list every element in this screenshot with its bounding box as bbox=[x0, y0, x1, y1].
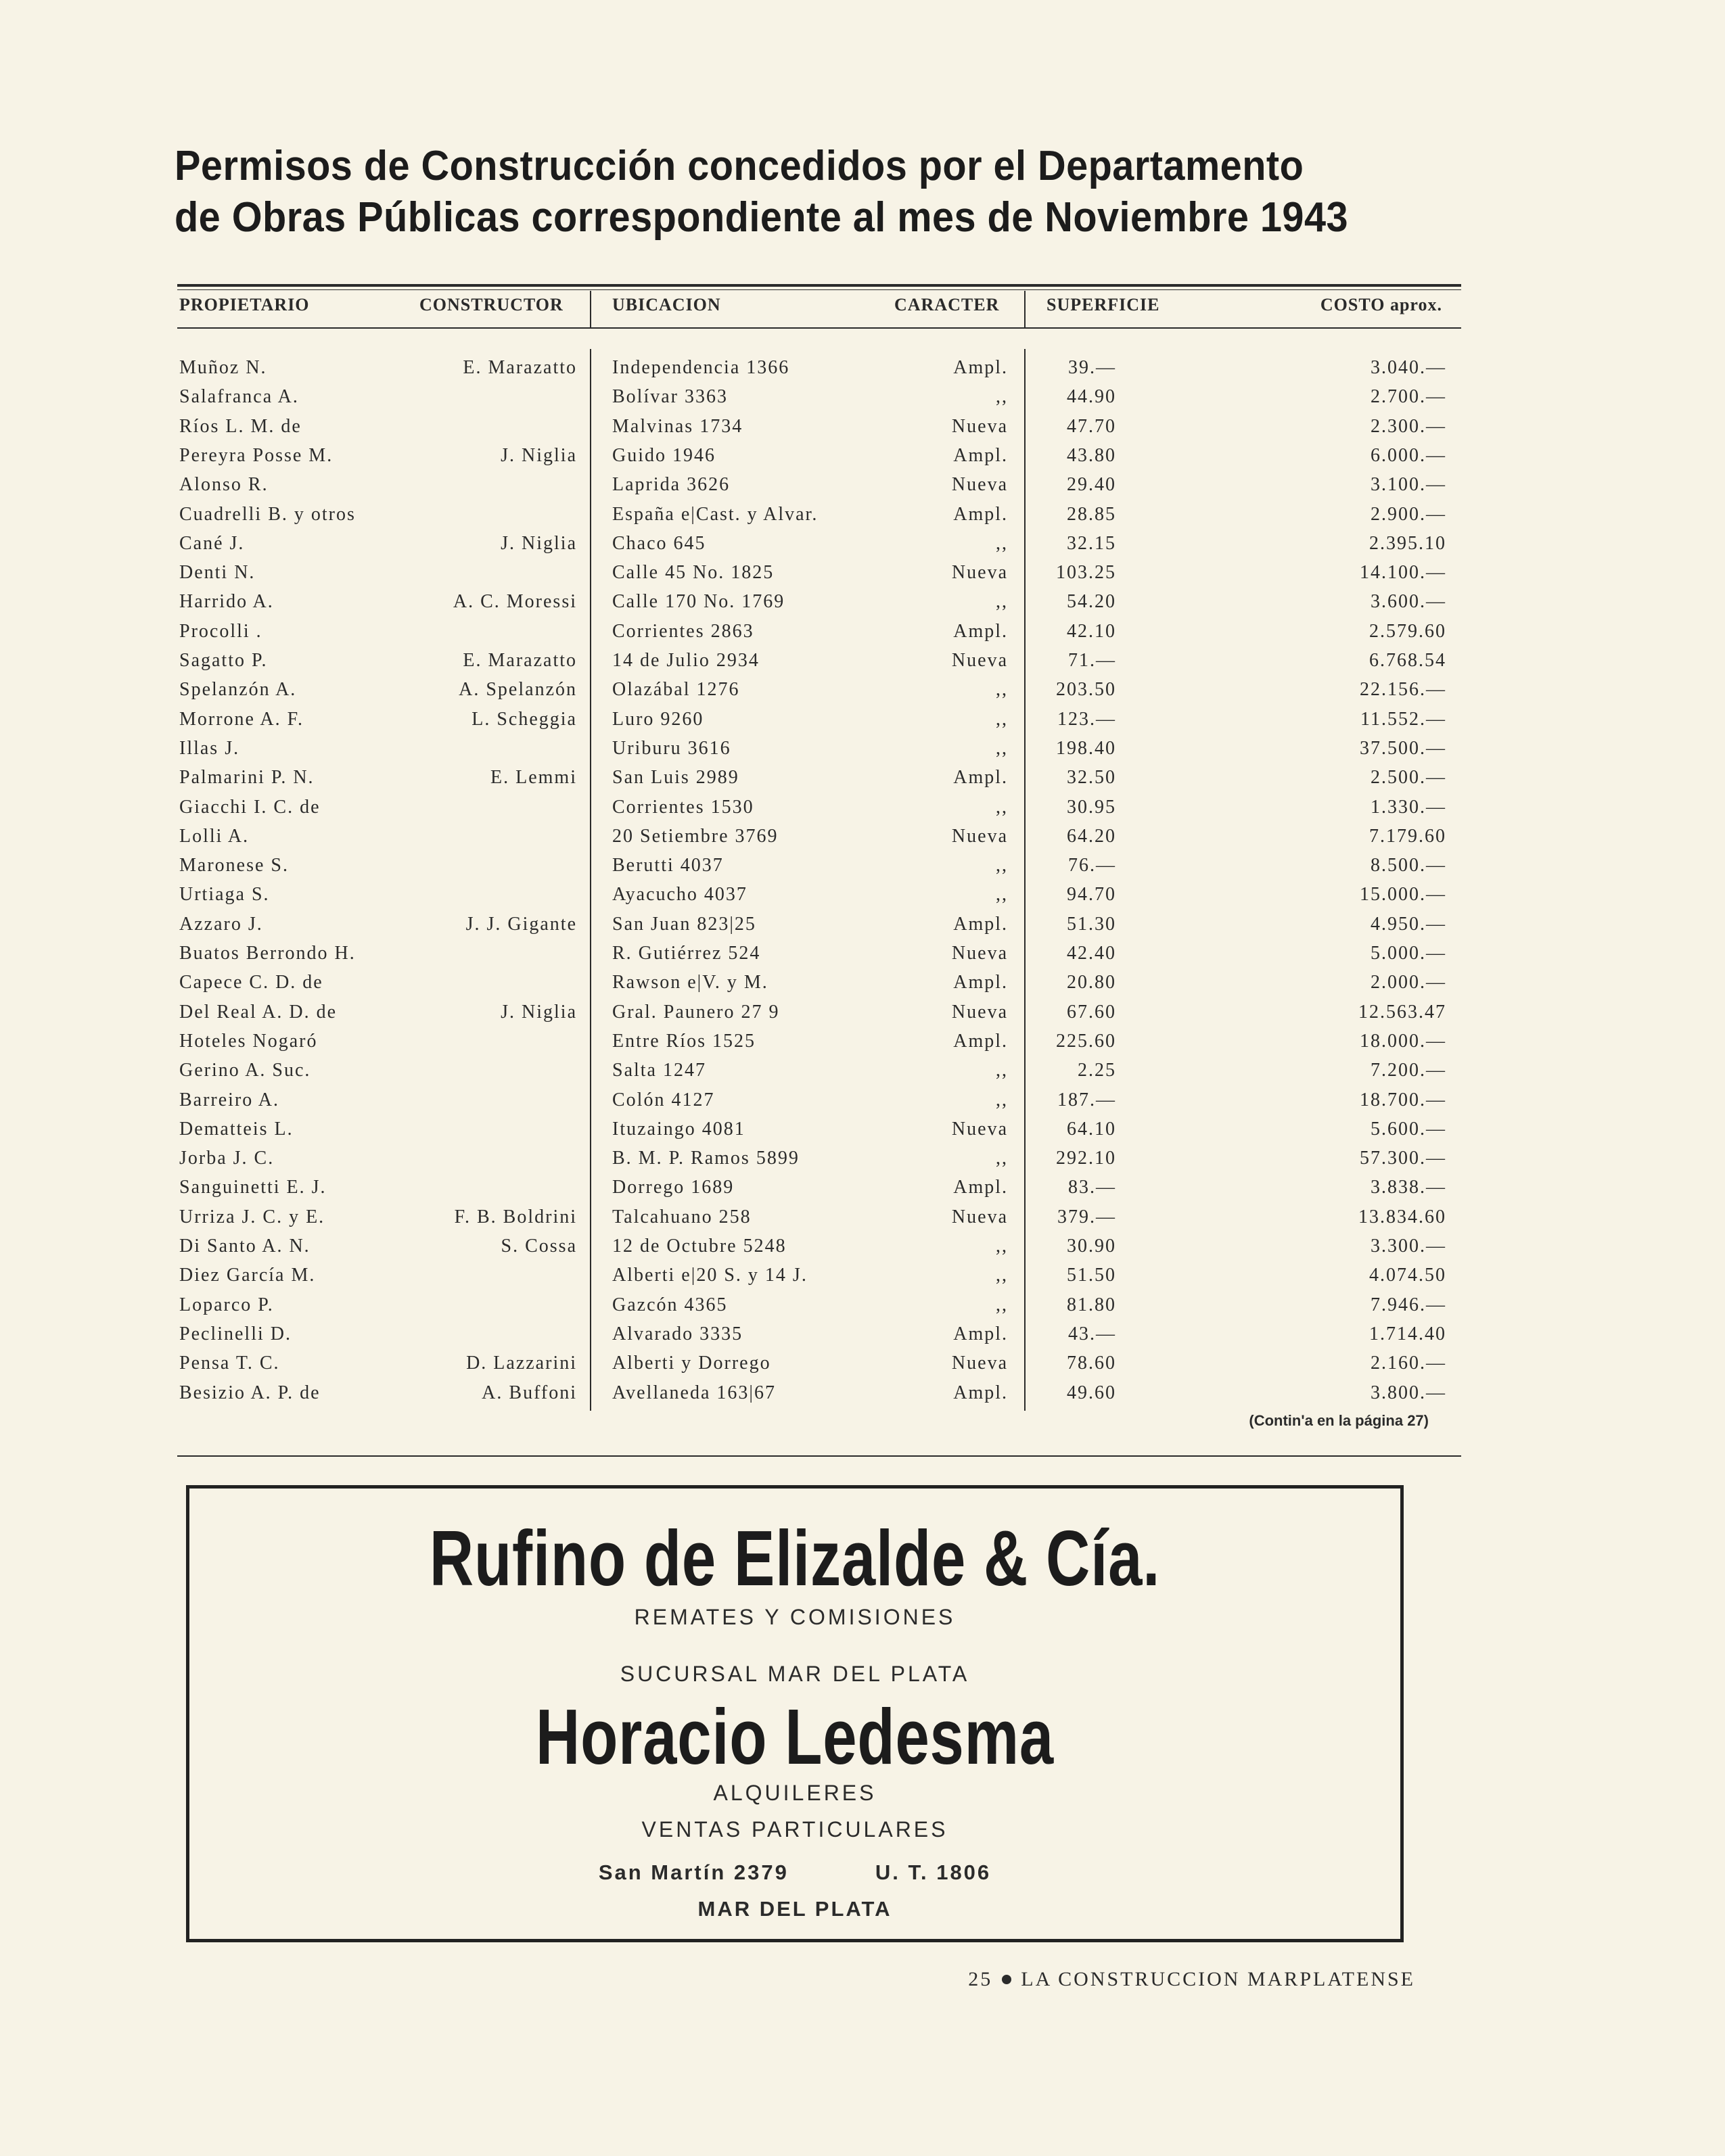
cell-cost: 2.000.— bbox=[1371, 972, 1446, 993]
cell-cost: 2.900.— bbox=[1371, 503, 1446, 525]
cell-area: 20.80 bbox=[1067, 972, 1116, 993]
cell-type: ,, bbox=[996, 855, 1008, 876]
cell-type: Nueva bbox=[951, 825, 1008, 847]
cell-constructor: E. Marazatto bbox=[463, 650, 577, 671]
cell-location: Guido 1946 bbox=[612, 444, 716, 466]
cell-type: Ampl. bbox=[953, 913, 1008, 935]
table-row bbox=[0, 1089, 1725, 1119]
cell-type: Ampl. bbox=[953, 620, 1008, 642]
cell-area: 54.20 bbox=[1067, 591, 1116, 613]
cell-owner: Palmarini P. N. bbox=[179, 767, 315, 789]
cell-location: 12 de Octubre 5248 bbox=[612, 1236, 787, 1257]
cell-area: 379.— bbox=[1057, 1206, 1116, 1227]
cell-location: Berutti 4037 bbox=[612, 855, 724, 876]
cell-location: 20 Setiembre 3769 bbox=[612, 825, 779, 847]
table-row bbox=[0, 1031, 1725, 1060]
cell-type: ,, bbox=[996, 737, 1008, 759]
ad-service-rentals: ALQUILERES bbox=[713, 1781, 877, 1805]
table-row bbox=[0, 1060, 1725, 1089]
table-row bbox=[0, 562, 1725, 591]
cell-type: Nueva bbox=[951, 1118, 1008, 1140]
cell-area: 39.— bbox=[1068, 357, 1116, 378]
cell-owner: Salafranca A. bbox=[179, 386, 299, 408]
cell-area: 187.— bbox=[1057, 1089, 1116, 1110]
table-row bbox=[0, 884, 1725, 913]
cell-location: Gazcón 4365 bbox=[612, 1294, 728, 1315]
header-divider-1 bbox=[590, 291, 591, 329]
cell-owner: Denti N. bbox=[179, 562, 256, 584]
table-row bbox=[0, 767, 1725, 796]
cell-constructor: S. Cossa bbox=[501, 1236, 577, 1257]
cell-type: ,, bbox=[996, 1294, 1008, 1315]
cell-owner: Loparco P. bbox=[179, 1294, 274, 1315]
cell-cost: 14.100.— bbox=[1360, 562, 1446, 584]
table-row bbox=[0, 826, 1725, 855]
cell-owner: Procolli . bbox=[179, 620, 262, 642]
table-row bbox=[0, 1206, 1725, 1236]
ad-service-sales: VENTAS PARTICULARES bbox=[641, 1817, 948, 1842]
cell-type: Nueva bbox=[951, 474, 1008, 496]
table-row bbox=[0, 1177, 1725, 1206]
ad-phone: U. T. 1806 bbox=[875, 1860, 992, 1884]
cell-owner: Sanguinetti E. J. bbox=[179, 1177, 327, 1198]
table-row bbox=[0, 914, 1725, 943]
cell-area: 64.20 bbox=[1067, 825, 1116, 847]
cell-type: Nueva bbox=[951, 650, 1008, 671]
cell-location: Avellaneda 163|67 bbox=[612, 1382, 777, 1403]
cell-area: 76.— bbox=[1068, 855, 1116, 876]
ad-branch: SUCURSAL MAR DEL PLATA bbox=[620, 1662, 970, 1686]
cell-location: Alberti y Dorrego bbox=[612, 1353, 771, 1374]
cell-owner: Azzaro J. bbox=[179, 913, 263, 935]
table-row bbox=[0, 709, 1725, 738]
cell-location: Talcahuano 258 bbox=[612, 1206, 752, 1227]
cell-location: Alberti e|20 S. y 14 J. bbox=[612, 1265, 808, 1286]
page-number: 25 bbox=[968, 1968, 993, 1990]
cell-area: 30.90 bbox=[1067, 1236, 1116, 1257]
table-header-bottom-rule bbox=[177, 327, 1461, 329]
cell-type: ,, bbox=[996, 1148, 1008, 1169]
table-row bbox=[0, 504, 1725, 533]
cell-area: 198.40 bbox=[1056, 737, 1116, 759]
cell-type: ,, bbox=[996, 591, 1008, 613]
cell-cost: 11.552.— bbox=[1360, 708, 1446, 730]
header-propietario: PROPIETARIO bbox=[179, 295, 310, 314]
cell-location: Corrientes 2863 bbox=[612, 620, 754, 642]
cell-area: 51.50 bbox=[1067, 1265, 1116, 1286]
cell-type: Nueva bbox=[951, 1206, 1008, 1227]
cell-type: Nueva bbox=[951, 943, 1008, 964]
table-row bbox=[0, 1323, 1725, 1353]
cell-cost: 13.834.60 bbox=[1358, 1206, 1446, 1227]
cell-constructor: E. Lemmi bbox=[490, 767, 577, 789]
cell-type: Ampl. bbox=[953, 1177, 1008, 1198]
cell-area: 49.60 bbox=[1067, 1382, 1116, 1403]
cell-cost: 18.000.— bbox=[1360, 1030, 1446, 1052]
ad-city: MAR DEL PLATA bbox=[697, 1897, 892, 1921]
cell-area: 28.85 bbox=[1067, 503, 1116, 525]
cell-type: Nueva bbox=[951, 562, 1008, 584]
table-row bbox=[0, 679, 1725, 708]
cell-owner: Sagatto P. bbox=[179, 650, 268, 671]
table-row bbox=[0, 474, 1725, 503]
cell-location: Ayacucho 4037 bbox=[612, 884, 748, 906]
cell-cost: 3.838.— bbox=[1371, 1177, 1446, 1198]
cell-owner: Morrone A. F. bbox=[179, 708, 304, 730]
cell-owner: Giacchi I. C. de bbox=[179, 796, 321, 818]
ad-contact-line bbox=[189, 1860, 1400, 1885]
table-row bbox=[0, 1148, 1725, 1177]
cell-owner: Cuadrelli B. y otros bbox=[179, 503, 356, 525]
cell-area: 43.— bbox=[1068, 1323, 1116, 1344]
header-ubicacion: UBICACION bbox=[612, 295, 721, 314]
cell-area: 47.70 bbox=[1067, 415, 1116, 437]
table-row bbox=[0, 943, 1725, 972]
table-row bbox=[0, 1119, 1725, 1148]
cell-type: Ampl. bbox=[953, 357, 1008, 378]
cell-location: Olazábal 1276 bbox=[612, 679, 740, 701]
cell-owner: Buatos Berrondo H. bbox=[179, 943, 356, 964]
page-footer bbox=[968, 1968, 1415, 1991]
cell-constructor: J. Niglia bbox=[501, 532, 577, 554]
cell-type: ,, bbox=[996, 884, 1008, 906]
cell-constructor: J. Niglia bbox=[501, 1001, 577, 1023]
cell-owner: Illas J. bbox=[179, 737, 240, 759]
cell-owner: Gerino A. Suc. bbox=[179, 1060, 311, 1081]
cell-constructor: A. Spelanzón bbox=[459, 679, 577, 701]
table-row bbox=[0, 357, 1725, 386]
cell-cost: 6.000.— bbox=[1371, 444, 1446, 466]
cell-location: Ituzaingo 4081 bbox=[612, 1118, 745, 1140]
cell-location: Chaco 645 bbox=[612, 532, 706, 554]
ad-company-name: Rufino de Elizalde & Cía. bbox=[429, 1514, 1161, 1602]
cell-owner: Maronese S. bbox=[179, 855, 289, 876]
cell-cost: 22.156.— bbox=[1360, 679, 1446, 701]
publication-name: LA CONSTRUCCION MARPLATENSE bbox=[1021, 1968, 1415, 1990]
cell-area: 203.50 bbox=[1056, 679, 1116, 701]
cell-area: 32.15 bbox=[1067, 532, 1116, 554]
cell-type: Ampl. bbox=[953, 972, 1008, 993]
cell-cost: 2.160.— bbox=[1371, 1353, 1446, 1374]
cell-area: 78.60 bbox=[1067, 1353, 1116, 1374]
table-top-rule-thin bbox=[177, 289, 1461, 290]
cell-area: 81.80 bbox=[1067, 1294, 1116, 1315]
cell-location: Alvarado 3335 bbox=[612, 1323, 743, 1344]
table-row bbox=[0, 1353, 1725, 1382]
cell-area: 123.— bbox=[1057, 708, 1116, 730]
table-row bbox=[0, 416, 1725, 445]
table-row bbox=[0, 621, 1725, 650]
cell-area: 225.60 bbox=[1056, 1030, 1116, 1052]
cell-owner: Cané J. bbox=[179, 532, 245, 554]
ad-address: San Martín 2379 bbox=[598, 1860, 789, 1884]
cell-cost: 2.395.10 bbox=[1369, 532, 1446, 554]
cell-location: Gral. Paunero 27 9 bbox=[612, 1001, 780, 1023]
cell-owner: Alonso R. bbox=[179, 474, 269, 496]
cell-location: San Juan 823|25 bbox=[612, 913, 756, 935]
cell-constructor: J. J. Gigante bbox=[465, 913, 577, 935]
header-divider-2 bbox=[1024, 291, 1026, 329]
cell-type: Ampl. bbox=[953, 444, 1008, 466]
table-row bbox=[0, 1294, 1725, 1323]
cell-cost: 1.714.40 bbox=[1369, 1323, 1446, 1344]
page-title bbox=[175, 141, 1357, 243]
table-row bbox=[0, 1382, 1725, 1411]
cell-owner: Del Real A. D. de bbox=[179, 1001, 338, 1023]
cell-area: 51.30 bbox=[1067, 913, 1116, 935]
cell-owner: Besizio A. P. de bbox=[179, 1382, 321, 1403]
cell-type: Nueva bbox=[951, 1353, 1008, 1374]
cell-cost: 5.000.— bbox=[1371, 943, 1446, 964]
cell-location: España e|Cast. y Alvar. bbox=[612, 503, 819, 525]
cell-cost: 3.800.— bbox=[1371, 1382, 1446, 1403]
cell-location: R. Gutiérrez 524 bbox=[612, 943, 761, 964]
cell-location: Colón 4127 bbox=[612, 1089, 715, 1110]
cell-constructor: L. Scheggia bbox=[472, 708, 577, 730]
cell-owner: Lolli A. bbox=[179, 825, 250, 847]
cell-cost: 1.330.— bbox=[1371, 796, 1446, 818]
cell-cost: 57.300.— bbox=[1360, 1148, 1446, 1169]
cell-location: Calle 170 No. 1769 bbox=[612, 591, 785, 613]
cell-cost: 4.074.50 bbox=[1369, 1265, 1446, 1286]
cell-cost: 3.040.— bbox=[1371, 357, 1446, 378]
cell-area: 2.25 bbox=[1078, 1060, 1116, 1081]
cell-area: 43.80 bbox=[1067, 444, 1116, 466]
cell-area: 64.10 bbox=[1067, 1118, 1116, 1140]
cell-type: ,, bbox=[996, 532, 1008, 554]
cell-location: Laprida 3626 bbox=[612, 474, 731, 496]
cell-cost: 7.200.— bbox=[1371, 1060, 1446, 1081]
cell-location: Dorrego 1689 bbox=[612, 1177, 735, 1198]
advertisement-box bbox=[186, 1485, 1404, 1942]
table-row bbox=[0, 650, 1725, 679]
cell-type: ,, bbox=[996, 679, 1008, 701]
table-row bbox=[0, 386, 1725, 415]
cell-cost: 3.300.— bbox=[1371, 1236, 1446, 1257]
cell-cost: 37.500.— bbox=[1360, 737, 1446, 759]
table-top-rule bbox=[177, 284, 1461, 287]
cell-area: 71.— bbox=[1068, 650, 1116, 671]
header-caracter: CARACTER bbox=[894, 295, 1000, 314]
cell-owner: Barreiro A. bbox=[179, 1089, 279, 1110]
cell-owner: Pensa T. C. bbox=[179, 1353, 280, 1374]
cell-cost: 3.600.— bbox=[1371, 591, 1446, 613]
cell-location: Rawson e|V. y M. bbox=[612, 972, 768, 993]
cell-owner: Muñoz N. bbox=[179, 357, 267, 378]
cell-owner: Diez García M. bbox=[179, 1265, 316, 1286]
title-line-2: de Obras Públicas correspondiente al mes de Noviembre 1943 bbox=[175, 194, 1349, 241]
cell-constructor: D. Lazzarini bbox=[466, 1353, 577, 1374]
table-row bbox=[0, 533, 1725, 562]
cell-owner: Di Santo A. N. bbox=[179, 1236, 310, 1257]
ad-agent-name: Horacio Ledesma bbox=[536, 1693, 1054, 1781]
table-row bbox=[0, 1236, 1725, 1265]
table-row bbox=[0, 738, 1725, 767]
cell-location: Bolívar 3363 bbox=[612, 386, 728, 408]
cell-area: 44.90 bbox=[1067, 386, 1116, 408]
cell-type: Ampl. bbox=[953, 1323, 1008, 1344]
cell-type: Ampl. bbox=[953, 503, 1008, 525]
title-line-1: Permisos de Construcción concedidos por el Departamento bbox=[175, 143, 1304, 189]
cell-area: 94.70 bbox=[1067, 884, 1116, 906]
cell-type: Ampl. bbox=[953, 1382, 1008, 1403]
cell-owner: Harrido A. bbox=[179, 591, 274, 613]
cell-location: Entre Ríos 1525 bbox=[612, 1030, 756, 1052]
cell-owner: Jorba J. C. bbox=[179, 1148, 275, 1169]
cell-cost: 7.946.— bbox=[1371, 1294, 1446, 1315]
continuation-note: (Contin'a en la página 27) bbox=[1249, 1412, 1429, 1429]
table-row bbox=[0, 972, 1725, 1001]
cell-cost: 15.000.— bbox=[1360, 884, 1446, 906]
cell-cost: 6.768.54 bbox=[1369, 650, 1446, 671]
cell-location: B. M. P. Ramos 5899 bbox=[612, 1148, 800, 1169]
cell-location: Malvinas 1734 bbox=[612, 415, 743, 437]
cell-type: Ampl. bbox=[953, 1030, 1008, 1052]
cell-area: 83.— bbox=[1068, 1177, 1116, 1198]
cell-constructor: A. Buffoni bbox=[482, 1382, 577, 1403]
header-constructor: CONSTRUCTOR bbox=[419, 295, 564, 314]
cell-area: 42.10 bbox=[1067, 620, 1116, 642]
cell-cost: 5.600.— bbox=[1371, 1118, 1446, 1140]
cell-cost: 4.950.— bbox=[1371, 913, 1446, 935]
cell-owner: Peclinelli D. bbox=[179, 1323, 292, 1344]
cell-cost: 7.179.60 bbox=[1369, 825, 1446, 847]
cell-owner: Urriza J. C. y E. bbox=[179, 1206, 325, 1227]
cell-area: 42.40 bbox=[1067, 943, 1116, 964]
cell-type: Nueva bbox=[951, 1001, 1008, 1023]
cell-type: ,, bbox=[996, 1236, 1008, 1257]
cell-owner: Dematteis L. bbox=[179, 1118, 294, 1140]
cell-constructor: J. Niglia bbox=[501, 444, 577, 466]
ad-company-subtitle: REMATES Y COMISIONES bbox=[634, 1605, 956, 1629]
cell-constructor: E. Marazatto bbox=[463, 357, 577, 378]
cell-type: ,, bbox=[996, 1060, 1008, 1081]
cell-constructor: F. B. Boldrini bbox=[454, 1206, 577, 1227]
cell-location: Calle 45 No. 1825 bbox=[612, 562, 775, 584]
header-superficie: SUPERFICIE bbox=[1046, 295, 1160, 314]
cell-area: 103.25 bbox=[1056, 562, 1116, 584]
cell-type: ,, bbox=[996, 386, 1008, 408]
cell-cost: 12.563.47 bbox=[1358, 1001, 1446, 1023]
cell-type: ,, bbox=[996, 1265, 1008, 1286]
cell-type: Nueva bbox=[951, 415, 1008, 437]
table-row bbox=[0, 1002, 1725, 1031]
header-costo: COSTO aprox. bbox=[1320, 295, 1442, 314]
cell-cost: 8.500.— bbox=[1371, 855, 1446, 876]
cell-cost: 18.700.— bbox=[1360, 1089, 1446, 1110]
cell-owner: Capece C. D. de bbox=[179, 972, 323, 993]
table-row bbox=[0, 1265, 1725, 1294]
cell-area: 67.60 bbox=[1067, 1001, 1116, 1023]
cell-area: 32.50 bbox=[1067, 767, 1116, 789]
table-row bbox=[0, 797, 1725, 826]
cell-cost: 2.300.— bbox=[1371, 415, 1446, 437]
table-row bbox=[0, 591, 1725, 620]
bullet-icon bbox=[1002, 1975, 1011, 1984]
cell-location: San Luis 2989 bbox=[612, 767, 739, 789]
cell-owner: Ríos L. M. de bbox=[179, 415, 302, 437]
cell-location: Uriburu 3616 bbox=[612, 737, 731, 759]
cell-location: Luro 9260 bbox=[612, 708, 704, 730]
cell-cost: 2.500.— bbox=[1371, 767, 1446, 789]
cell-owner: Urtiaga S. bbox=[179, 884, 270, 906]
cell-cost: 2.579.60 bbox=[1369, 620, 1446, 642]
cell-location: Independencia 1366 bbox=[612, 357, 790, 378]
cell-cost: 2.700.— bbox=[1371, 386, 1446, 408]
cell-area: 29.40 bbox=[1067, 474, 1116, 496]
cell-constructor: A. C. Moressi bbox=[453, 591, 577, 613]
cell-owner: Hoteles Nogaró bbox=[179, 1030, 318, 1052]
cell-type: ,, bbox=[996, 1089, 1008, 1110]
cell-cost: 3.100.— bbox=[1371, 474, 1446, 496]
cell-area: 30.95 bbox=[1067, 796, 1116, 818]
cell-area: 292.10 bbox=[1056, 1148, 1116, 1169]
table-bottom-rule bbox=[177, 1455, 1461, 1457]
cell-location: Salta 1247 bbox=[612, 1060, 706, 1081]
cell-owner: Pereyra Posse M. bbox=[179, 444, 334, 466]
cell-type: Ampl. bbox=[953, 767, 1008, 789]
cell-type: ,, bbox=[996, 708, 1008, 730]
table-row bbox=[0, 445, 1725, 474]
table-row bbox=[0, 855, 1725, 884]
cell-location: 14 de Julio 2934 bbox=[612, 650, 760, 671]
cell-owner: Spelanzón A. bbox=[179, 679, 297, 701]
cell-location: Corrientes 1530 bbox=[612, 796, 754, 818]
cell-type: ,, bbox=[996, 796, 1008, 818]
